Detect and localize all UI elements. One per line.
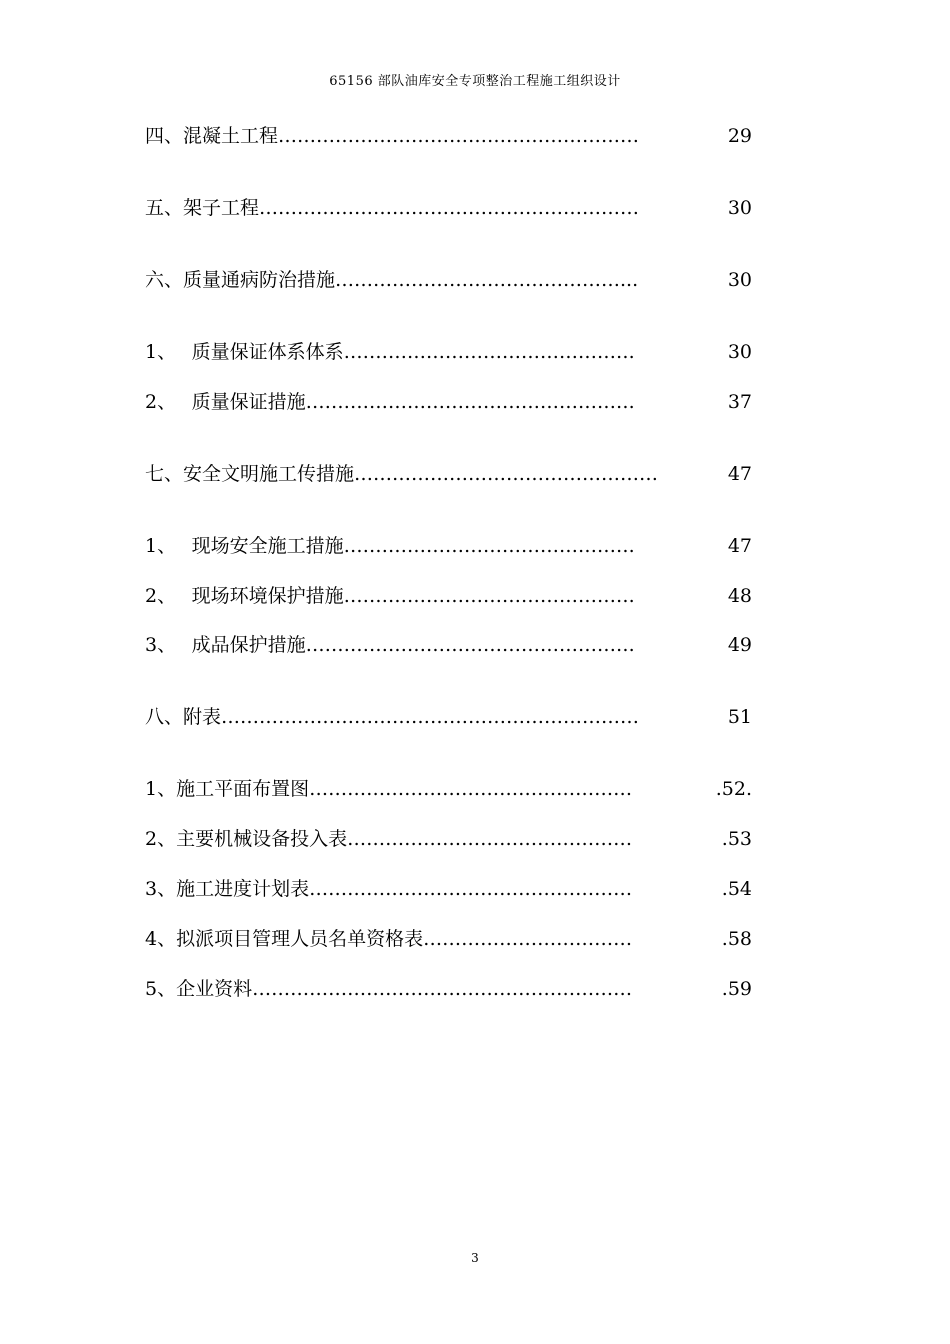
toc-entry-page: 51 <box>727 706 752 728</box>
toc-entry-leader: ……………………………………………. <box>305 634 635 656</box>
toc-entry-leader: ………………………………………. <box>343 341 635 363</box>
toc-entry-leader: …………………………………………………… <box>259 197 640 219</box>
toc-entry-page: 48 <box>727 585 752 607</box>
toc-entry-page: 47 <box>727 463 752 485</box>
toc-entry-label: 3、施工进度计划表 <box>145 878 310 900</box>
page-header: 65156 部队油库安全专项整治工程施工组织设计 <box>329 74 621 89</box>
toc-entry[interactable] <box>145 461 752 487</box>
toc-entry[interactable] <box>145 876 752 902</box>
toc-entry[interactable] <box>145 704 752 730</box>
toc-entry-label: 2、主要机械设备投入表 <box>145 828 348 850</box>
toc-entry-page: .52. <box>715 778 752 800</box>
toc-entry-page: .58 <box>721 928 752 950</box>
toc-entry-leader: ……………………………………… <box>347 828 633 850</box>
toc-entry-label: 1、 质量保证体系体系 <box>145 341 344 363</box>
toc-entry-page: 37 <box>727 391 752 413</box>
toc-entry-label: 2、 质量保证措施 <box>145 391 306 413</box>
toc-entry[interactable] <box>145 632 752 658</box>
toc-entry-label: 1、 现场安全施工措施 <box>145 535 344 557</box>
toc-entry-label: 四、混凝土工程 <box>145 125 279 147</box>
toc-entry-page: 30 <box>727 341 752 363</box>
toc-entry-leader: ………………………………………………… <box>278 125 640 147</box>
toc-entry-leader: …………………………… <box>423 928 633 950</box>
toc-entry[interactable] <box>145 123 752 149</box>
toc-entry-leader: ……………………………………………. <box>305 391 635 413</box>
toc-entry-page: 30 <box>727 269 752 291</box>
toc-entry[interactable] <box>145 976 752 1002</box>
toc-entry-label: 六、质量通病防治措施 <box>145 269 336 291</box>
toc-entry[interactable] <box>145 583 752 609</box>
toc-entry-label: 五、架子工程 <box>145 197 260 219</box>
toc-entry[interactable] <box>145 926 752 952</box>
toc-entry-page: 30 <box>727 197 752 219</box>
toc-entry[interactable] <box>145 267 752 293</box>
page-number: 3 <box>471 1251 479 1265</box>
toc-entry-label: 4、拟派项目管理人员名单资格表 <box>145 928 424 950</box>
toc-entry-leader: ………………………………………. <box>343 535 635 557</box>
toc-entry-leader: ………………………………………… <box>354 463 659 485</box>
toc-entry[interactable] <box>145 776 752 802</box>
toc-entry-leader: …………………………………………… <box>309 878 633 900</box>
toc-entry-leader: ………………………………………. <box>343 585 635 607</box>
toc-entry-page: 49 <box>727 634 752 656</box>
toc-entry[interactable] <box>145 339 752 365</box>
toc-entry-leader: …………………………………………………… <box>252 978 633 1000</box>
toc-entry-label: 2、 现场环境保护措施 <box>145 585 344 607</box>
toc-entry-page: .53 <box>721 828 752 850</box>
toc-entry-leader: ………………………………………... <box>335 269 639 291</box>
toc-entry-page: 29 <box>727 125 752 147</box>
toc-entry-page: 47 <box>727 535 752 557</box>
toc-entry-label: 七、安全文明施工传措施 <box>145 463 355 485</box>
toc-entry-page: .59 <box>721 978 752 1000</box>
toc-entry[interactable] <box>145 195 752 221</box>
toc-entry-label: 5、企业资料 <box>145 978 253 1000</box>
toc-entry-label: 八、附表 <box>145 706 222 728</box>
toc-entry[interactable] <box>145 533 752 559</box>
toc-entry-label: 1、施工平面布置图 <box>145 778 310 800</box>
toc-entry[interactable] <box>145 389 752 415</box>
toc-entry-leader: …………………………………………… <box>309 778 633 800</box>
toc-entry-label: 3、 成品保护措施 <box>145 634 306 656</box>
toc-entry[interactable] <box>145 826 752 852</box>
toc-entry-leader: ………………………………………………………… <box>221 706 640 728</box>
toc-entry-page: .54 <box>721 878 752 900</box>
